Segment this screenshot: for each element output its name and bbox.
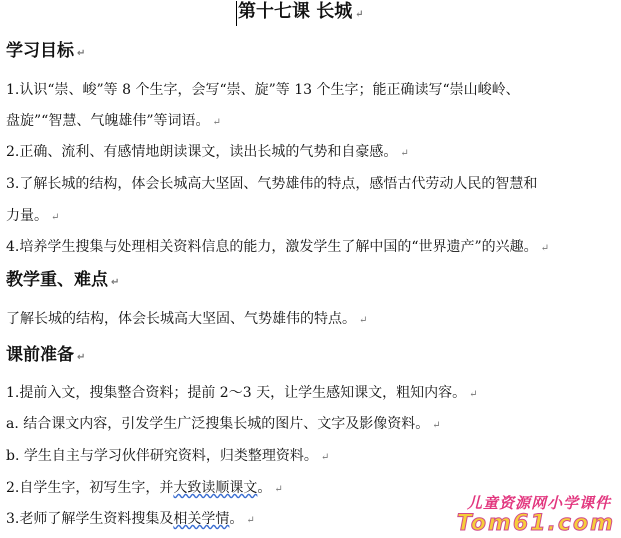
goals-heading-text: 学习目标 xyxy=(6,41,74,61)
title-text: 第十七课 长城 xyxy=(238,1,353,22)
paragraph-mark: ↵ xyxy=(432,420,441,431)
prep-text: 2.自学生字，初写生字，并 xyxy=(6,480,174,496)
paragraph-mark: ↵ xyxy=(212,117,221,128)
key-heading-text: 教学重、难点 xyxy=(6,270,108,290)
key-points-text xyxy=(6,309,367,331)
prep-line-b xyxy=(6,446,329,468)
paragraph-mark: ↵ xyxy=(111,277,120,288)
prep-line-a xyxy=(6,414,441,436)
prep-line-1 xyxy=(6,383,477,405)
goal-text: 1.认识“崇、峻”等 8 个生字，会写“崇、旋”等 13 个生字；能正确读写“崇山峻岭、 xyxy=(6,82,520,98)
prep-text: 3.老师了解学生资料搜集及 xyxy=(6,511,174,527)
paragraph-mark: ↵ xyxy=(355,9,364,20)
paragraph-mark: ↵ xyxy=(77,48,86,59)
site-watermark xyxy=(404,492,619,536)
prep-line-2 xyxy=(6,478,283,500)
key-points-heading xyxy=(6,269,119,294)
goal-text: 力量。 xyxy=(6,208,48,224)
paragraph-mark: ↵ xyxy=(77,352,86,363)
goal-line-1 xyxy=(6,80,520,100)
goal-line-4 xyxy=(6,174,537,194)
goal-text: 盘旋”“智慧、气魄雄伟”等词语。 xyxy=(6,113,210,129)
prep-text: 。 xyxy=(257,480,272,496)
goals-heading xyxy=(6,40,85,65)
prep-line-3 xyxy=(6,509,255,531)
paragraph-mark: ↵ xyxy=(400,148,409,159)
grammar-squiggle: 相关学情 xyxy=(173,511,230,527)
goal-line-5 xyxy=(6,206,59,228)
grammar-squiggle: 大致读顺课文 xyxy=(173,480,258,496)
goal-line-6 xyxy=(6,237,549,259)
paragraph-mark: ↵ xyxy=(246,515,255,526)
prep-text: 1.提前入文，搜集整合资料；提前 2～3 天，让学生感知课文，粗知内容。 xyxy=(6,385,467,401)
document-title xyxy=(236,1,364,26)
prep-heading-text: 课前准备 xyxy=(6,345,74,365)
watermark-line-2: Tom61.com xyxy=(456,511,615,536)
paragraph-mark: ↵ xyxy=(320,452,330,463)
prep-text: b. 学生自主与学习伙伴研究资料，归类整理资料。 xyxy=(6,448,318,464)
preparation-heading xyxy=(6,344,85,369)
paragraph-mark: ↵ xyxy=(274,484,283,495)
goal-text: 3.了解长城的结构，体会长城高大坚固、气势雄伟的特点，感悟古代劳动人民的智慧和 xyxy=(6,176,538,192)
key-text: 了解长城的结构，体会长城高大坚固、气势雄伟的特点。 xyxy=(6,311,356,327)
paragraph-mark: ↵ xyxy=(540,243,550,254)
goal-line-2 xyxy=(6,111,221,133)
paragraph-mark: ↵ xyxy=(359,315,368,326)
paragraph-mark: ↵ xyxy=(469,389,478,400)
goal-text: 2.正确、流利、有感情地朗读课文，读出长城的气势和自豪感。 xyxy=(6,144,398,160)
prep-text: a. 结合课文内容，引发学生广泛搜集长城的图片、文字及影像资料。 xyxy=(6,416,430,432)
prep-text: 。 xyxy=(229,511,244,527)
goal-text: 4.培养学生搜集与处理相关资料信息的能力，激发学生了解中国的“世界遗产”的兴趣。 xyxy=(6,239,538,255)
paragraph-mark: ↵ xyxy=(51,212,60,223)
goal-line-3 xyxy=(6,142,409,164)
watermark-line-1: 儿童资源网小学课件 xyxy=(466,494,611,512)
